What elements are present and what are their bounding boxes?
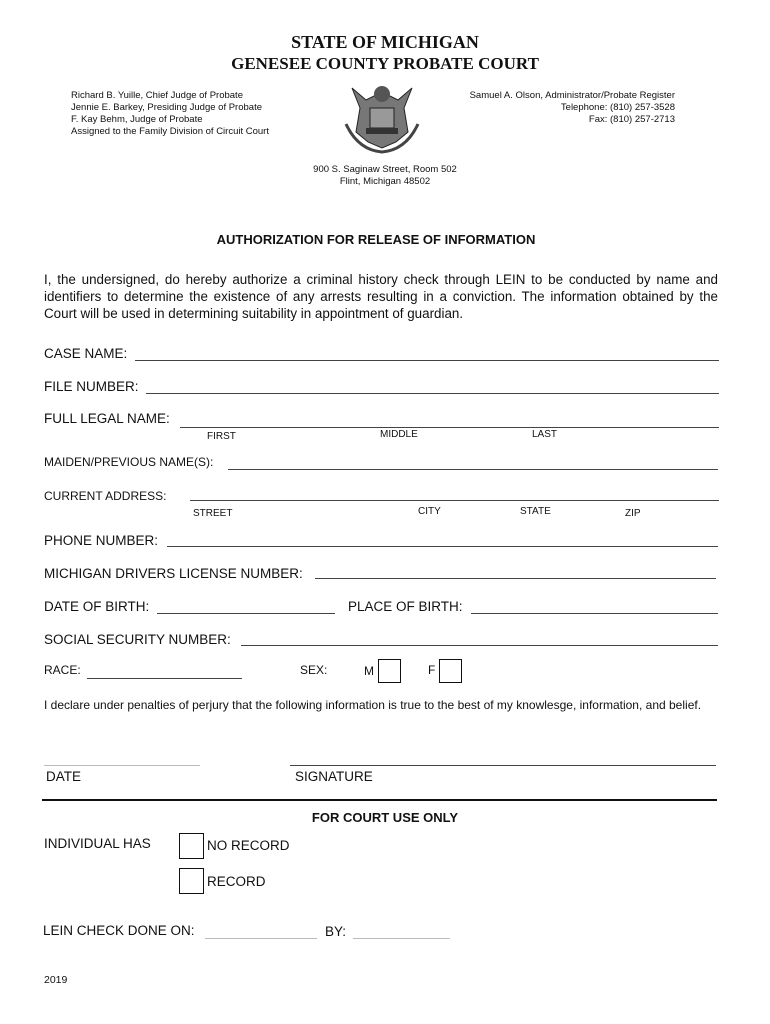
full-legal-name-field[interactable] [180, 427, 719, 428]
female-checkbox[interactable] [439, 659, 462, 683]
form-year: 2019 [44, 974, 68, 986]
judge-line: F. Kay Behm, Judge of Probate [71, 114, 203, 125]
signature-label: SIGNATURE [295, 769, 373, 784]
by-field[interactable] [353, 938, 450, 939]
form-title: AUTHORIZATION FOR RELEASE OF INFORMATION [216, 232, 536, 247]
date-field[interactable] [44, 765, 200, 766]
court-use-heading: FOR COURT USE ONLY [311, 810, 459, 825]
state-sublabel: STATE [520, 506, 551, 517]
judge-line: Richard B. Yuille, Chief Judge of Probate [71, 90, 243, 101]
state-title: STATE OF MICHIGAN [291, 32, 479, 52]
drivers-license-label: MICHIGAN DRIVERS LICENSE NUMBER: [44, 566, 303, 581]
city-sublabel: CITY [418, 506, 441, 517]
male-checkbox[interactable] [378, 659, 401, 683]
full-legal-name-label: FULL LEGAL NAME: [44, 411, 170, 426]
record-checkbox[interactable] [179, 868, 204, 894]
date-of-birth-label: DATE OF BIRTH: [44, 599, 150, 614]
michigan-seal-icon [338, 80, 426, 154]
lein-check-date-field[interactable] [205, 938, 317, 939]
first-sublabel: FIRST [207, 431, 236, 442]
date-of-birth-field[interactable] [157, 613, 335, 614]
drivers-license-field[interactable] [315, 578, 716, 579]
file-number-field[interactable] [146, 393, 719, 394]
case-name-label: CASE NAME: [44, 346, 128, 361]
race-label: RACE: [44, 663, 81, 677]
maiden-name-label: MAIDEN/PREVIOUS NAME(S): [44, 455, 214, 469]
male-label: M [364, 664, 374, 678]
signature-field[interactable] [290, 765, 716, 766]
place-of-birth-field[interactable] [471, 613, 718, 614]
judge-line: Assigned to the Family Division of Circuit Court [71, 126, 269, 137]
court-title: GENESEE COUNTY PROBATE COURT [231, 54, 539, 73]
lein-check-label: LEIN CHECK DONE ON: [43, 923, 195, 938]
individual-has-label: INDIVIDUAL HAS [44, 836, 151, 851]
address-line: Flint, Michigan 48502 [339, 176, 431, 187]
no-record-checkbox[interactable] [179, 833, 204, 859]
admin-block [445, 90, 675, 126]
record-label: RECORD [207, 874, 266, 889]
zip-sublabel: ZIP [625, 508, 641, 519]
date-label: DATE [46, 769, 82, 784]
ssn-field[interactable] [241, 645, 718, 646]
middle-sublabel: MIDDLE [380, 429, 418, 440]
judge-line: Jennie E. Barkey, Presiding Judge of Probate [71, 102, 262, 113]
current-address-label: CURRENT ADDRESS: [44, 489, 167, 503]
phone-number-label: PHONE NUMBER: [44, 533, 159, 548]
court-use-divider [42, 799, 717, 801]
intro-paragraph: I, the undersigned, do hereby authorize a criminal history check through LEIN to be conducted by name and identifiers to determine the existence of any arrests resulting in a conviction. The information obtained by the Court will be used in determining suitability in appointment of guardian. [44, 272, 718, 321]
declaration-text: I declare under penalties of perjury that the following information is true to the best of my knowlesge, information, and belief. [44, 698, 702, 712]
no-record-label: NO RECORD [207, 838, 290, 853]
file-number-label: FILE NUMBER: [44, 379, 139, 394]
fax-line: Fax: (810) 257-2713 [588, 114, 675, 125]
case-name-field[interactable] [135, 360, 719, 361]
admin-line: Samuel A. Olson, Administrator/Probate Register [469, 90, 675, 101]
ssn-label: SOCIAL SECURITY NUMBER: [44, 632, 231, 647]
current-address-field[interactable] [190, 500, 719, 501]
race-field[interactable] [87, 678, 242, 679]
phone-line: Telephone: (810) 257-3528 [560, 102, 675, 113]
maiden-name-field[interactable] [228, 469, 718, 470]
street-sublabel: STREET [193, 508, 233, 519]
place-of-birth-label: PLACE OF BIRTH: [348, 599, 463, 614]
phone-number-field[interactable] [167, 546, 718, 547]
judges-block [71, 90, 311, 138]
by-label: BY: [325, 924, 347, 939]
last-sublabel: LAST [532, 429, 558, 440]
court-address [0, 164, 770, 188]
sex-label: SEX: [300, 663, 328, 677]
address-line: 900 S. Saginaw Street, Room 502 [313, 164, 457, 175]
female-label: F [428, 663, 436, 677]
